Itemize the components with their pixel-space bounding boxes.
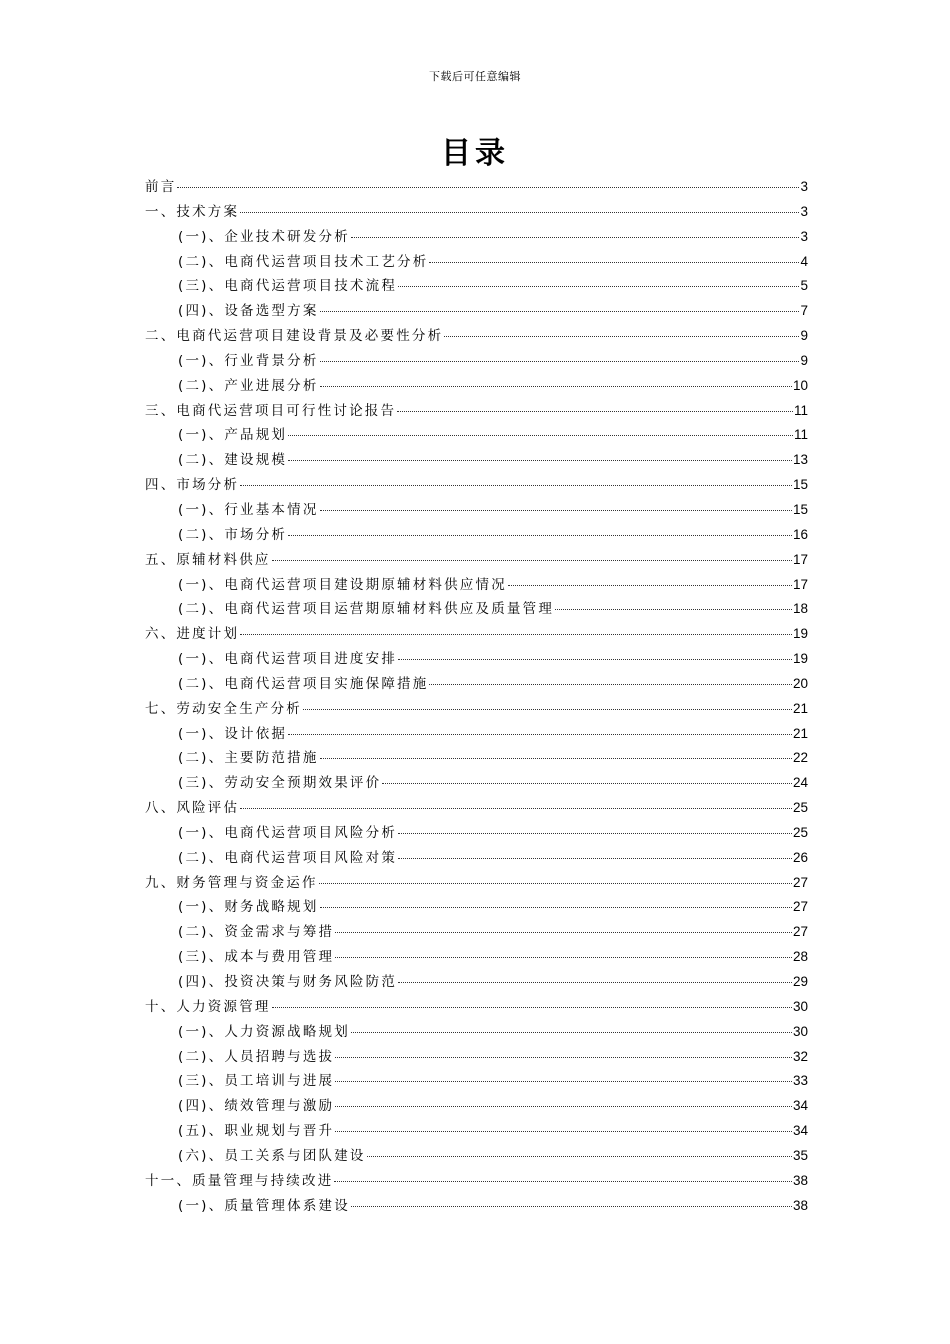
toc-entry-page-number: 35 [792,1147,808,1163]
toc-entry-label: (一)、行业背景分析 [178,352,319,369]
toc-entry-label: (一)、电商代运营项目风险分析 [178,824,398,841]
toc-entry-label: 九、财务管理与资金运作 [145,874,318,891]
toc-entry[interactable] [145,1144,808,1169]
toc-entry-page-number: 18 [792,601,808,617]
toc-entry[interactable] [145,374,808,399]
toc-entry[interactable] [145,1045,808,1070]
toc-entry-label: 八、风险评估 [145,800,240,817]
toc-dot-leader [555,609,792,610]
toc-entry-page-number: 29 [792,974,808,989]
toc-dot-leader [508,585,792,586]
toc-entry-label: (二)、主要防范措施 [178,750,319,767]
toc-entry-label: (一)、行业基本情况 [178,501,319,518]
toc-entry-label: 十一、质量管理与持续改进 [145,1172,334,1189]
toc-entry-label: 七、劳动安全生产分析 [145,700,302,717]
toc-entry[interactable] [145,448,808,473]
toc-dot-leader [272,1007,792,1008]
toc-dot-leader [320,758,792,759]
toc-dot-leader [303,709,792,710]
toc-entry[interactable] [145,970,808,995]
table-of-contents [145,175,808,1218]
toc-dot-leader [335,932,792,933]
page-header: 下载后可任意编辑 [429,70,521,83]
toc-dot-leader [398,286,799,287]
toc-entry[interactable] [145,548,808,573]
toc-entry[interactable] [145,200,808,225]
toc-entry-label: (一)、电商代运营项目进度安排 [178,651,398,668]
toc-entry-label: (二)、市场分析 [178,526,288,543]
toc-entry-label: (一)、企业技术研发分析 [178,228,350,245]
toc-dot-leader [177,187,799,188]
toc-entry-label: (三)、成本与费用管理 [178,949,335,966]
toc-entry-label: 六、进度计划 [145,626,240,643]
toc-entry-label: (四)、绩效管理与激励 [178,1098,335,1115]
toc-dot-leader [240,485,792,486]
toc-entry[interactable] [145,746,808,771]
toc-entry-label: 前言 [145,179,177,195]
toc-entry-label: (四)、设备选型方案 [178,303,319,320]
toc-entry-page-number: 16 [792,526,808,542]
toc-entry[interactable] [145,175,808,200]
toc-dot-leader [319,883,792,884]
toc-entry-label: (一)、电商代运营项目建设期原辅材料供应情况 [178,576,507,593]
toc-dot-leader [334,1181,792,1182]
toc-entry[interactable] [145,573,808,598]
toc-entry[interactable] [145,622,808,647]
toc-entry[interactable] [145,871,808,896]
toc-entry[interactable] [145,498,808,523]
toc-entry-label: 十、人力资源管理 [145,998,271,1015]
toc-entry-page-number: 20 [792,675,808,691]
toc-entry[interactable] [145,895,808,920]
toc-entry-page-number: 7 [800,303,808,319]
toc-entry-label: (二)、资金需求与筹措 [178,924,335,941]
toc-entry-page-number: 38 [792,1197,808,1213]
toc-dot-leader [320,907,792,908]
toc-entry-page-number: 17 [792,576,808,592]
toc-entry[interactable] [145,995,808,1020]
toc-entry-page-number: 21 [792,700,808,716]
toc-entry[interactable] [145,920,808,945]
toc-entry[interactable] [145,771,808,796]
toc-entry-page-number: 30 [792,1023,808,1039]
toc-entry-page-number: 9 [800,352,808,368]
toc-entry[interactable] [145,796,808,821]
toc-entry[interactable] [145,250,808,275]
toc-entry-page-number: 30 [792,998,808,1014]
toc-entry-page-number: 34 [792,1123,808,1139]
toc-entry-page-number: 11 [793,402,808,418]
toc-entry-label: (二)、电商代运营项目运营期原辅材料供应及质量管理 [178,601,555,618]
toc-dot-leader [240,634,792,635]
toc-dot-leader [382,783,792,784]
toc-entry-page-number: 5 [800,278,808,294]
toc-entry-label: (二)、产业进展分析 [178,377,319,394]
toc-entry-page-number: 9 [800,328,808,344]
toc-entry[interactable] [145,225,808,250]
page-title: 目录 [441,136,509,171]
toc-entry-page-number: 10 [792,377,808,393]
toc-entry-page-number: 15 [792,477,808,493]
toc-dot-leader [288,535,792,536]
toc-entry-page-number: 28 [792,949,808,965]
toc-dot-leader [398,833,792,834]
toc-dot-leader [398,858,792,859]
toc-entry-label: (二)、电商代运营项目技术工艺分析 [178,253,429,270]
toc-entry-label: (一)、人力资源战略规划 [178,1023,350,1040]
toc-dot-leader [429,684,792,685]
toc-entry[interactable] [145,473,808,498]
toc-dot-leader [444,336,799,337]
toc-entry-label: 三、电商代运营项目可行性讨论报告 [145,402,397,419]
toc-entry[interactable] [145,697,808,722]
toc-entry-label: 五、原辅材料供应 [145,551,271,568]
toc-entry-page-number: 3 [800,228,808,244]
toc-dot-leader [320,361,800,362]
toc-entry[interactable] [145,299,808,324]
toc-entry-page-number: 34 [792,1098,808,1114]
toc-dot-leader [272,560,792,561]
toc-entry-page-number: 19 [792,651,808,667]
toc-entry-page-number: 25 [792,800,808,816]
toc-entry-page-number: 27 [792,924,808,940]
toc-entry-page-number: 17 [792,551,808,567]
toc-dot-leader [429,262,799,263]
toc-dot-leader [351,237,800,238]
toc-dot-leader [288,734,792,735]
toc-entry-label: (三)、员工培训与进展 [178,1073,335,1090]
toc-entry[interactable] [145,349,808,374]
toc-entry-page-number: 13 [792,452,808,468]
toc-entry[interactable] [145,1069,808,1094]
toc-entry-label: (二)、电商代运营项目实施保障措施 [178,675,429,692]
toc-entry[interactable] [145,523,808,548]
toc-entry-page-number: 11 [793,427,808,443]
toc-dot-leader [288,435,793,436]
toc-entry-page-number: 3 [800,179,808,194]
toc-dot-leader [335,1106,792,1107]
toc-dot-leader [320,386,792,387]
toc-entry-label: (一)、产品规划 [178,427,288,444]
toc-entry[interactable] [145,945,808,970]
toc-entry-page-number: 27 [792,874,808,890]
toc-dot-leader [240,808,792,809]
toc-entry[interactable] [145,1119,808,1144]
toc-dot-leader [335,1081,792,1082]
toc-entry-page-number: 33 [792,1073,808,1089]
toc-entry-label: (五)、职业规划与晋升 [178,1123,335,1140]
toc-dot-leader [398,659,792,660]
toc-entry[interactable] [145,1169,808,1194]
toc-dot-leader [320,510,792,511]
toc-entry-label: 四、市场分析 [145,477,240,494]
toc-dot-leader [367,1156,792,1157]
toc-entry-page-number: 15 [792,501,808,517]
toc-entry-label: 一、技术方案 [145,203,240,220]
toc-entry-page-number: 32 [792,1048,808,1064]
toc-entry-label: (一)、设计依据 [178,725,288,742]
toc-entry[interactable] [145,399,808,424]
toc-entry[interactable] [145,1020,808,1045]
toc-entry[interactable] [145,647,808,672]
toc-entry-label: (二)、建设规模 [178,452,288,469]
toc-entry-page-number: 19 [792,626,808,642]
toc-dot-leader [397,411,793,412]
toc-entry-page-number: 38 [792,1172,808,1188]
toc-entry-page-number: 22 [792,750,808,766]
toc-entry-page-number: 3 [800,203,808,219]
toc-dot-leader [240,212,799,213]
toc-entry[interactable] [145,846,808,871]
toc-dot-leader [288,460,792,461]
toc-entry-page-number: 24 [792,775,808,791]
toc-entry-label: (三)、电商代运营项目技术流程 [178,278,398,295]
toc-entry-page-number: 21 [792,725,808,741]
toc-dot-leader [335,1131,792,1132]
toc-entry[interactable] [145,324,808,349]
toc-entry-page-number: 27 [792,899,808,915]
toc-entry-label: (三)、劳动安全预期效果评价 [178,775,382,792]
toc-entry[interactable] [145,821,808,846]
toc-dot-leader [335,1057,792,1058]
toc-dot-leader [335,957,792,958]
toc-entry-page-number: 4 [800,253,808,269]
toc-entry[interactable] [145,722,808,747]
toc-entry[interactable] [145,274,808,299]
toc-entry[interactable] [145,1094,808,1119]
toc-entry[interactable] [145,672,808,697]
toc-entry[interactable] [145,597,808,622]
toc-entry-label: (四)、投资决策与财务风险防范 [178,974,398,990]
toc-entry-label: (一)、质量管理体系建设 [178,1197,350,1214]
toc-entry-label: (六)、员工关系与团队建设 [178,1147,366,1164]
toc-dot-leader [320,311,800,312]
toc-dot-leader [351,1206,792,1207]
toc-entry-label: 二、电商代运营项目建设背景及必要性分析 [145,328,444,345]
toc-entry-page-number: 25 [792,824,808,840]
toc-entry[interactable] [145,423,808,448]
toc-dot-leader [398,982,792,983]
toc-entry-label: (二)、电商代运营项目风险对策 [178,849,398,866]
toc-dot-leader [351,1032,792,1033]
toc-entry[interactable] [145,1194,808,1219]
toc-entry-label: (一)、财务战略规划 [178,899,319,916]
toc-entry-label: (二)、人员招聘与选拔 [178,1048,335,1065]
toc-entry-page-number: 26 [792,849,808,865]
